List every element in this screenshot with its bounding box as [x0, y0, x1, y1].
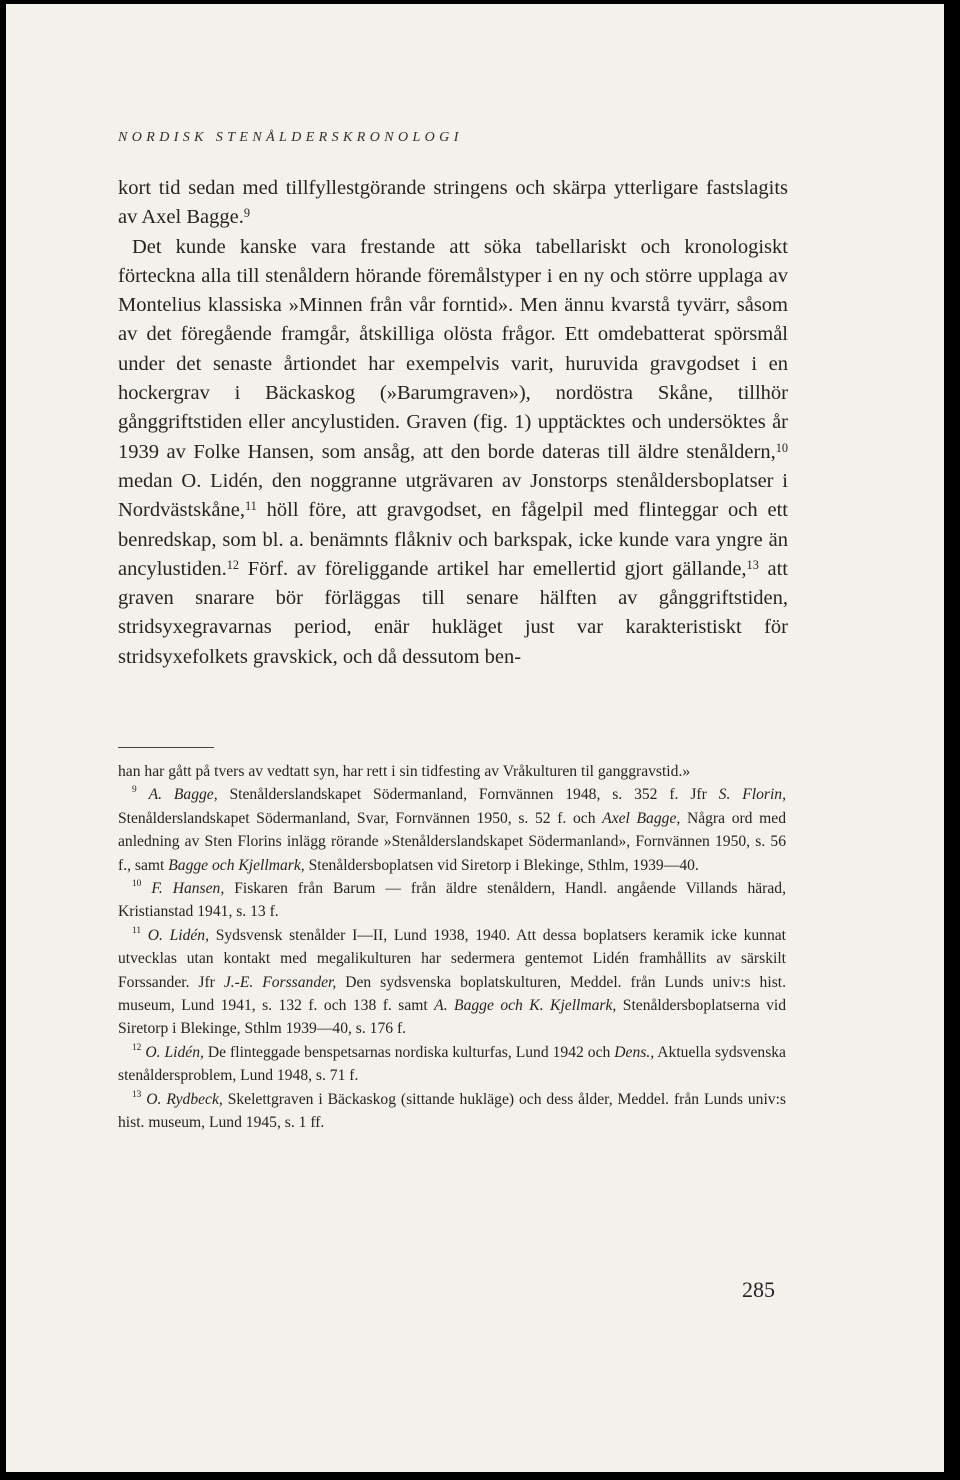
- paragraph-1: kort tid sedan med tillfyllestgörande stringens och skärpa ytterligare fastslagits av Axel Bagge.$^9$: [118, 177, 788, 229]
- footnote-ref-12: 12: [226, 557, 240, 572]
- footnote-11: $^{11}$ O. Lidén, Sydsvensk stenålder I—II, Lund 1938, 1940. Att dessa boplatsers keramik icke kunnat utvecklas utan kontakt med megalikulturen har sedermera gentemot Lidén framhållits av särskilt Forssander. Jfr J.-E. Forssander, Den sydsvenska boplatskulturen, Meddel. från Lunds univ:s hist. museum, Lund 1941, s. 132 f. och 138 f. samt A. Bagge och K. Kjellmark, Stenåldersboplatserna vid Siretorp i Blekinge, Sthlm 1939—40, s. 176 f.: [118, 925, 787, 1038]
- body-text: [118, 174, 788, 672]
- paragraph-2: Det kunde kanske vara frestande att söka tabellariskt och kronologiskt förteckna alla till stenåldern hörande föremålstyper i en ny och större upplaga av Montelius klassiska »Minnen från vår forntid». Men ännu kvarstå tyvärr, såsom av det föregående framgår, åtskilliga olösta frågor. Ett omdebatterat spörsmål under det senaste årtiondet har exempelvis varit, huruvida gravgodset i en hockergrav i Bäckaskog (»Barumgraven»), nordöstra Skåne, tillhör gånggriftstiden eller ancylustiden. Graven (fig. 1) upptäcktes och undersöktes år 1939 av Folke Hansen, som ansåg, att den borde dateras till äldre stenåldern,$^{10}$ medan O. Lidén, den noggranne utgrävaren av Jonstorps stenåldersboplatser i Nordvästskåne,$^{11}$ höll före, att gravgodset, en fågelpil med flinteggar och ett benredskap, som bl. a. benämnts flåkniv och barkspak, icke kunde vara yngre än ancylustiden.$^{12}$ Förf. av föreliggande artikel har emellertid gjort gällande,$^{13}$ att graven snarare bör förläggas till senare hälften av gånggriftstiden, stridsyxegravarnas period, enär hukläget just var karakteristiskt för stridsyxefolkets gravskick, och då dessutom ben-: [118, 235, 788, 668]
- footnote-continuation: han har gått på tvers av vedtatt syn, har rett i sin tidfesting av Vråkulturen til ganggravstid.»: [118, 763, 691, 780]
- footnote-13: $^{13}$ O. Rydbeck, Skelettgraven i Bäckaskog (sittande hukläge) och dess ålder, Meddel. från Lunds univ:s hist. museum, Lund 1945, s. 1 ff.: [118, 1089, 787, 1132]
- book-page: [6, 4, 944, 1472]
- footnote-9: $^9$ A. Bagge, Stenålderslandskapet Södermanland, Fornvännen 1948, s. 352 f. Jfr S. Florin, Stenålderslandskapet Södermanland, Svar, Fornvännen 1950, s. 52 f. och Axel Bagge, Några ord med anledning av Sten Florins inlägg rörande »Stenålderslandskapet Södermanland», Fornvännen 1950, s. 56 f., samt Bagge och Kjellmark, Stenåldersboplatsen vid Siretorp i Blekinge, Sthlm, 1939—40.: [118, 785, 786, 874]
- running-head: NORDISK STENÅLDERSKRONOLOGI: [118, 130, 463, 145]
- footnote-separator: [118, 747, 214, 748]
- page-number: 285: [742, 1277, 775, 1302]
- footnote-12: $^{12}$ O. Lidén, De flinteggade benspetsarnas nordiska kulturfas, Lund 1942 och Dens., Aktuella sydsvenska stenåldersproblem, Lund 1948, s. 71 f.: [118, 1042, 786, 1085]
- footnote-ref-10: 10: [775, 440, 788, 455]
- footnote-ref-9: 9: [243, 206, 250, 221]
- footnote-ref-13: 13: [746, 557, 759, 572]
- footnote-10: $^{10}$ F. Hansen, Fiskaren från Barum — från äldre stenåldern, Handl. angående Villands härad, Kristianstad 1941, s. 13 f.: [118, 879, 786, 921]
- footnotes: [118, 760, 786, 1135]
- footnote-ref-11: 11: [244, 499, 257, 514]
